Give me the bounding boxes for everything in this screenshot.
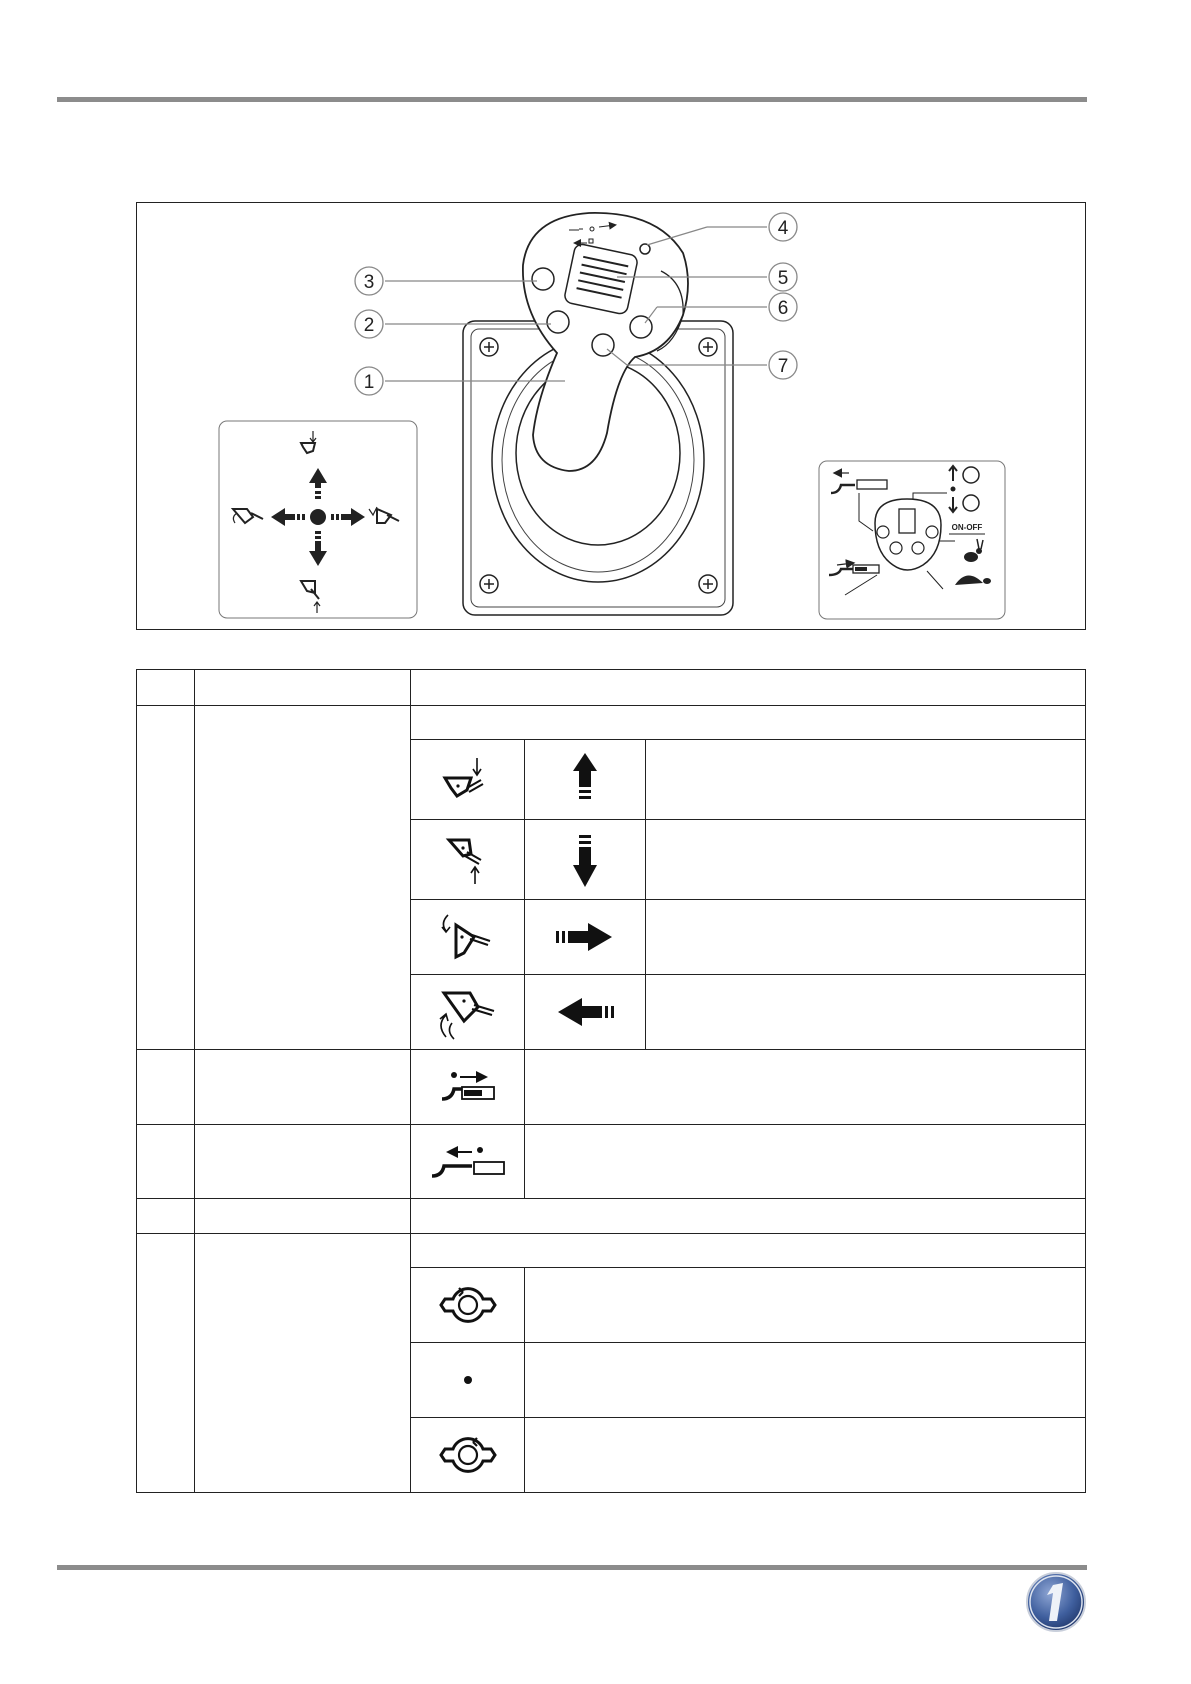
neutral-dot-icon	[951, 487, 956, 492]
row-number	[137, 1050, 195, 1125]
svg-text:6: 6	[777, 298, 789, 319]
row-text	[525, 1125, 1086, 1199]
arrow-left-icon	[525, 975, 646, 1050]
row-number	[137, 706, 195, 1050]
row-text	[525, 1418, 1086, 1493]
rotate-reverse-icon	[411, 1418, 525, 1493]
svg-text:7: 7	[777, 356, 789, 377]
boom-extend-icon	[411, 1050, 525, 1125]
bucket-curl-icon	[411, 975, 525, 1050]
row-text	[525, 1343, 1086, 1418]
row-text	[646, 740, 1086, 820]
brand-logo	[1025, 1571, 1087, 1633]
row-description	[411, 1199, 1086, 1234]
table-row	[137, 1234, 1086, 1268]
on-off-label: ON-OFF	[951, 523, 983, 532]
arrow-right-icon	[525, 900, 646, 975]
button-6[interactable]	[630, 316, 652, 338]
footer-rule	[57, 1565, 1087, 1570]
header-rule	[57, 97, 1087, 102]
table-row	[137, 1199, 1086, 1234]
bucket-dump-icon	[411, 900, 525, 975]
arrow-up-icon	[525, 740, 646, 820]
rotate-forward-icon	[411, 1268, 525, 1343]
row-name	[195, 1125, 411, 1199]
button-3[interactable]	[532, 268, 554, 290]
table-header-row	[137, 670, 1086, 706]
button-2[interactable]	[547, 311, 569, 333]
table-row	[137, 1125, 1086, 1199]
header-description	[411, 670, 1086, 706]
row-name	[195, 1234, 411, 1493]
indicator-light	[640, 244, 650, 254]
neutral-dot-icon	[411, 1343, 525, 1418]
direction-decal	[219, 421, 417, 618]
callout-7	[769, 351, 797, 379]
table-row	[137, 706, 1086, 740]
callout-3	[355, 267, 383, 295]
bucket-lower-icon	[411, 820, 525, 900]
row-text	[646, 975, 1086, 1050]
controls-table	[136, 669, 1086, 1493]
svg-text:2: 2	[363, 315, 375, 336]
arrow-down-icon	[525, 820, 646, 900]
svg-text:5: 5	[777, 268, 789, 289]
callout-2	[355, 310, 383, 338]
row-text	[525, 1268, 1086, 1343]
svg-text:1: 1	[363, 372, 375, 393]
callout-6	[769, 293, 797, 321]
bucket-raise-icon	[411, 740, 525, 820]
callout-4	[769, 213, 797, 241]
row-number	[137, 1125, 195, 1199]
row-description	[411, 1234, 1086, 1268]
row-number	[137, 1199, 195, 1234]
row-text	[525, 1050, 1086, 1125]
table-row	[137, 1050, 1086, 1125]
function-decal	[819, 461, 1005, 619]
row-text	[646, 820, 1086, 900]
header-no	[137, 670, 195, 706]
row-name	[195, 1050, 411, 1125]
svg-text:4: 4	[777, 218, 789, 239]
svg-text:3: 3	[363, 272, 375, 293]
joystick-figure	[136, 202, 1086, 630]
callout-1	[355, 367, 383, 395]
row-name	[195, 706, 411, 1050]
row-name	[195, 1199, 411, 1234]
row-text	[646, 900, 1086, 975]
header-name	[195, 670, 411, 706]
row-number	[137, 1234, 195, 1493]
boom-retract-icon	[411, 1125, 525, 1199]
row-description	[411, 706, 1086, 740]
callout-5	[769, 263, 797, 291]
